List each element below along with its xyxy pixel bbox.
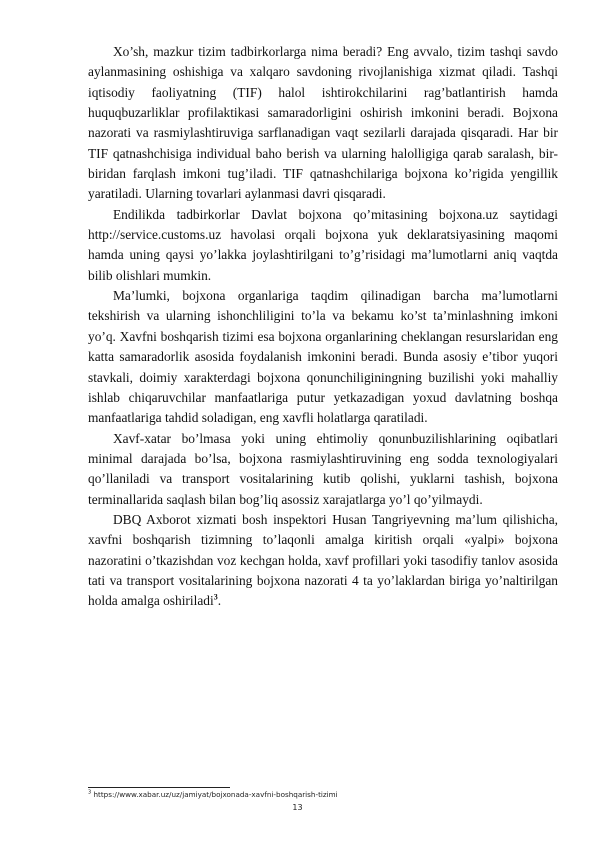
- footnote-marker: 3: [88, 789, 92, 796]
- paragraph-5-text: DBQ Axborot xizmati bosh inspektori Husan Tangriyevning ma’lum qilishicha, xavfni boshqarish tizimning to’laqonli amalga kiritish orqali «yalpi» bojxona nazoratini o’tkazishdan voz kechgan holda, xavf profillari yoki tasodifiy tanlov asosida tati va transport vositalarining bojxona nazorati 4 ta yo’laklardan biriga yo’naltirilgan holda amalga oshiriladi: [88, 511, 558, 609]
- footnote-link[interactable]: https://www.xabar.uz/uz/jamiyat/bojxonada-xavfni-boshqarish-tizimi: [93, 790, 338, 799]
- paragraph-4: Xavf-xatar bo’lmasa yoki uning ehtimoliy qonunbuzilishlarining oqibatlari minimal darajada bo’lsa, bojxona rasmiylashtiruvining eng sodda texnologiyalari qo’llaniladi va transport vositalarining kutib qolishi, yuklarni tashish, bojxona terminallarida saqlash bilan bog’liq asossiz xarajatlarga yo’l qo’yilmaydi.: [88, 430, 558, 507]
- paragraph-2: Endilikda tadbirkorlar Davlat bojxona qo’mitasining bojxona.uz saytidagi http://service.customs.uz havolasi orqali bojxona yuk deklaratsiyasining maqomi hamda uning qaysi yo’lakka joylashtirilgani to’g’risidagi ma’lumotlarni aniq vaqtda bilib olishlari mumkin.: [88, 206, 558, 283]
- paragraph-3: Ma’lumki, bojxona organlariga taqdim qilinadigan barcha ma’lumotlarni tekshirish va ularning ishonchliligini to’la va bekamu ko’st ta’minlashning imkoni yo’q. Xavfni boshqarish tizimi esa bojxona organlarining cheklangan resurslaridan eng katta samaradorlik asosida foydalanish imkonini beradi. Bunda asosiy e’tibor yuqori stavkali, doimiy xarakterdagi bojxona qonunchiliginingning buzilishi yoki mahalliy ishlab chiqaruvchilar manfaatlariga putur yetkazadigan yoxud davlatning boshqa manfaatlariga tahdid soladigan, eng xavfli holatlarga qaratiladi.: [88, 288, 558, 426]
- paragraph-1: Xo’sh, mazkur tizim tadbirkorlarga nima beradi? Eng avvalo, tizim tashqi savdo aylanmasining oshishiga va xalqaro savdoning rivojlanishiga xizmat qiladi. Tashqi iqtisodiy faoliyatning (TIF) halol ishtirokchilarini rag’batlantirish hamda huquqbuzarliklar profilaktikasi samaradorligini oshirish imkonini beradi. Bojxona nazorati va rasmiylashtiruviga sarflanadigan vaqt sezilarli darajada qisqaradi. Har bir TIF qatnashchisiga individual baho berish va ularning halolligiga qarab saralash, bir-biridan farqlash imkoni tug’iladi. TIF qatnashchilariga bojxona ko’rigida yengillik yaratiladi. Ularning tovarlari aylanmasi davri qisqaradi.: [88, 44, 558, 202]
- footnote-divider: [88, 787, 230, 788]
- paragraph-5-end: .: [217, 593, 222, 609]
- footnote: [88, 790, 558, 799]
- body-text: [88, 42, 558, 612]
- page-number: 13: [292, 803, 303, 812]
- footnote-reference[interactable]: 3: [213, 592, 218, 602]
- paragraph-5: [88, 510, 558, 612]
